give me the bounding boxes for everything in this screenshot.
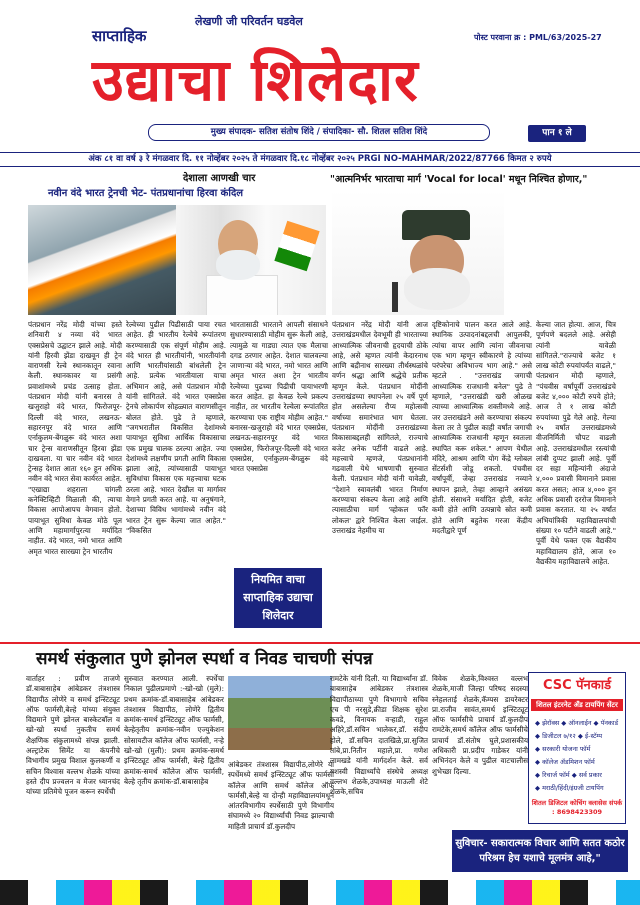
- section-divider: [0, 642, 640, 644]
- story3-column-1: वार्ताहर : प्रवीण ताजणे डॉ.बाबासाहेब आंबेडकर तंत्रशास्त्र विद्यापीठ लोणेरे व समर्थ इन्स्टिट्यूट ऑफ फार्मसी,बेल्हे यांच्या संयुक्त विद्यमाने पुणे झोनल बास्केटबॉल व खो-खो स्पर्धा नुकतीच समर्थ शैक्षणिक संकुलामध्ये संपन्न झाली. अल्ट्राटेक सिमेंट या कंपनीचे विभागीय प्रमुख विशाल कुलकर्णी व सचिन विश्वास वल्लभ शेळके यांच्या हस्ते दीप प्रज्वलन व मेजर ध्यानचंद यांच्या प्रतिमेचे पूजन करून स्पर्धेची: [26, 674, 120, 797]
- page-badge: पान १ ले: [528, 125, 586, 142]
- ad-contact: शितल डिजिटल कोचिंग क्लासेस संपर्क : 8698423309: [531, 799, 623, 816]
- weekly-label: साप्ताहिक: [92, 27, 147, 45]
- photo-whitespace: [504, 190, 614, 315]
- subscribe-promo: नियमित वाचा साप्ताहिक उद्याचा शिलेदार: [234, 568, 322, 628]
- train-photo: [28, 205, 176, 315]
- pm-speech-photo: [332, 190, 504, 315]
- ad-logo: CSC पॅनकार्ड: [542, 678, 612, 693]
- photo-figure: [206, 275, 278, 315]
- story1-column-2: रेल्वेच्या पुढील पिढीसाठी पाया रचत आहेत. ही भारतीय रेल्वेचे रूपांतरण करण्यासाठी एक संपूर्ण मोहीम आहे. वंदे भारत ही भारतीयांनी, भारतीयांनी आणि भारतीयांसाठी बांधलेली ट्रेन आहे. प्रत्येक भारतीयाला याचा अभिमान आहे, असे पंतप्रधान मोदी यांनी सांगितले. वंदे भारत एक्सप्रेस ट्रेनचे लोकार्पण सोहळ्यात वाराणसीतून बोलत होते. पुढे ते म्हणाले, "जगभरातील विकसित देशांमध्ये पायाभूत सुविधा आर्थिक विकासाचा एक प्रमुख चालक ठरल्या आहेत. ज्या देशांमध्ये लक्षणीय प्रगती आणि विकास झाला आहे, त्यांच्यासाठी पायाभूत सुविधांचा विकास एक महत्त्वाचा घटक ठरला आहे. भारत देखील या मार्गावर वेगाने प्रगती करत आहे. या अनुषंगाने, देशाच्या विविध भागांमध्ये नवीन वंदे भारत ट्रेन सुरू केल्या जात आहेत." "विकसित: [126, 320, 226, 535]
- story1-kicker: देशाला आणखी चार: [183, 173, 256, 184]
- ad-service-item: ◆ मराठी/हिंदी/इंग्रजी टायपिंग: [535, 784, 604, 792]
- story3-headline: समर्थ संकुलात पुणे झोनल स्पर्धा व निवड चाचणी संपन्न: [36, 649, 373, 669]
- editors-line: मुख्य संपादक- सतिश संतोष शिंदे / संपादिका- सौ. शितल सतिश शिंदे: [148, 124, 490, 141]
- sports-ground-photo: [228, 676, 332, 750]
- postal-license: पोस्ट परवाना क्र : PML/63/2025-27: [474, 33, 602, 42]
- story2-headline: "आत्मनिर्भर भारताचा मार्ग 'Vocal for local' मधून निश्चित होणार,": [330, 174, 588, 185]
- ad-service-item: ◆ सरकारी योजना फॉर्म: [535, 745, 591, 753]
- ad-service-item: ◆ कॉलेज ॲडमिशन फॉर्म: [535, 758, 595, 766]
- ad-services-list: [535, 717, 621, 795]
- story3-column-4: रामटेके यांनी दिली. या विद्यार्थ्यांना डॉ. बाबासाहेब आंबेडकर तंत्रशास्त्र विद्यापीठाच्या पुणे विभागाचे सचिव एच पी नरसुडे,क्रीडा शिक्षक सुरेश कवडे, विनायक वऱ्हाडी, राहुल अहिरे,डॉ.सचिन भालेकर,डॉ. संदीप होले, डॉ.सचिन दातखिळे,प्रा.सुजित तांबे,प्रा.नितीन महाले,प्रा. गणेश लामखडे यांनी मार्गदर्शन केले. सर्व यशस्वी विद्यार्थ्यांचे संस्थेचे अध्यक्ष वल्लभ शेळके,उपाध्यक्ष माऊली शेटे शेळके,सचिव: [330, 674, 428, 797]
- pm-flag-photo: [176, 205, 326, 315]
- ad-service-item: ◆ डिजीटल ७/१२ ◆ ई-स्टॅम्प: [535, 732, 603, 740]
- ad-service-item: ◆ रिचार्ज फॉर्म ◆ सर्व प्रकार: [535, 771, 602, 779]
- print-color-bar: [0, 880, 640, 905]
- ad-subtitle: शितल इंटरनेट अँड टायपिंग सेंटर: [531, 699, 623, 711]
- photo-beard: [216, 250, 260, 280]
- microphone-icon: [392, 282, 398, 312]
- photo-beard: [404, 268, 470, 310]
- tagline: लेखणी जी परिवर्तन घडवेल: [195, 15, 303, 28]
- story1-column-3: भारतासाठी भारताने आपली संसाधने सुधारण्यासाठी मोहीम सुरू केली आहे, त्यामुळे या गाड्या त्यात एक मैलाचा दगड ठरणार आहेत. देशात चालवल्या जाणाऱ्या वंदे भारत, नमो भारत आणि अमृत भारत अशा ट्रेन भारतीय रेल्वेच्या पुढच्या पिढीची पायाभरणी करत आहेत. हा केवळ रेल्वे प्रकल्प नाहीत, तर भारतीय रेल्वेला रूपांतरित करण्याचा एक राष्ट्रीय मोहीम आहेत." बनारस-खजुराहो वंदे भारत एक्सप्रेस, लखनऊ-सहारनपूर वंदे भारत एक्सप्रेस, फिरोजपूर-दिल्ली वंदे भारत एक्सप्रेस, एर्नाकुलम-बेंगळुरू वंदे भारत एक्सप्रेस: [230, 320, 328, 474]
- story2-column-3: केल्या जात होत्या. आज, चित्र पूर्णपणे बदलले आहे. असेही त्यांनी यावेळी सांगितले."राज्याचे बजेट १ लाख कोटी रुपयांपर्यंत वाढले," पंतप्रधान मोदी म्हणाले, "पंचवीस वर्षांपूर्वी उत्तराखंडचे बजेट ४,००० कोटी रुपये होते; आज ते १ लाख कोटी रुपयांच्या पुढे गेले आहे. गेल्या २५ वर्षांत उत्तराखंडमध्ये वीजनिर्मिती चौपट वाढली आहे. उत्तराखंडमधील रस्त्यांची लांबी दुप्पट झाली आहे. पूर्वी दर सहा महिन्यांनी अंदाजे ४,००० प्रवासी विमानाने प्रवास करत असत; आज ४,००० हून अधिक प्रवासी दररोज विमानाने प्रवास करतात. या २५ वर्षांत अभियांत्रिकी महाविद्यालयांची संख्या १० पटीने वाढली आहे." पूर्वी येथे फक्त एक वैद्यकीय महाविद्यालय होते, आज १० वैद्यकीय महाविद्यालये आहेत.: [536, 320, 616, 566]
- story3-column-3: आंबेडकर तंत्रशास्त्र विद्यापीठ,लोणेरे या स्पर्धेमध्ये समर्थ इन्स्टिट्यूट ऑफ फार्मसी कॉलेज आणि समर्थ कॉलेज ऑफ फार्मसी,बेल्हे या दोन्ही महाविद्यालयांमधून आंतरविभागीय स्पर्धेसाठी पुणे विभागीय संघामध्ये २० विद्यार्थ्यांची निवड झाल्याची माहिती प्राचार्य डॉ.कुलदीप: [228, 760, 334, 831]
- story1-headline: नवीन वंदे भारत ट्रेनची भेट- पंतप्रधानांचा हिरवा कंदिल: [48, 188, 244, 199]
- story1-column-1: पंतप्रधान नरेंद्र मोदी यांच्या हस्ते शनिवारी ४ नव्या वंदे भारत एक्सप्रेसचे उद्घाटन झाले आहे. मोदी यांनी हिरवी झेंडा दाखवून ही ट्रेन वाराणसी रेल्वे स्थानकातून रवाना केली. स्थानकावर या प्रसंगी प्रवाशांमध्ये प्रचंड उत्साह होता. पंतप्रधान मोदी यांनी बनारस ते खजुराहो वंदे भारत, फिरोजपूर-दिल्ली वंदे भारत, लखनऊ-सहारनपूर वंदे भारत आणि एर्नाकुलम-बेंगळुरू वंदे भारत अशा चार ट्रेन्स वाराणसीतून हिरवा झेंडा दाखवला. या चार नवीन वंदे भारत ट्रेन्सह देशात आता १६० हून अधिक नवीन वंदे भारत सेवा कार्यरत आहेत. "एखाद्या शहराला चांगली कनेक्टिव्हिटी मिळाली की, त्याचा विकास आपोआपच वेगवान होतो. पायाभूत सुविधा केवळ मोठे पूल आणि महामार्गापुरत्या मर्यादित नाहीत. वंदे भारत, नमो भारत आणि अमृत भारत सारख्या ट्रेन भारतीय: [28, 320, 122, 556]
- masthead-title: उद्याचा शिलेदार: [92, 46, 419, 114]
- story3-column-5: विवेक शेळके,विश्वस्त वल्लभ शेळके,माजी जिल्हा परिषद सदस्या स्नेहलताई शेळके,कॅम्पस डायरेक्टर प्रा.राजीव सावंत,समर्थ इन्स्टिट्यूट ऑफ फार्मसीचे प्राचार्य डॉ.कुलदीप रामटेके,समर्थ कॉलेज ऑफ फार्मसीचे प्राचार्य डॉ.संतोष घुले,प्रशासकीय अधिकारी प्रा.प्रदीप गाडेकर यांनी अभिनंदन केले व पुढील वाटचालीस शुभेच्छा दिल्या.: [432, 674, 528, 776]
- story2-column-1: पंतप्रधान नरेंद्र मोदी यांनी आज उत्तराखंडमधील देवभूमी ही भारताच्या आध्यात्मिक जीवनाची हृदयाची ठोके आहे, असे म्हणत त्यांनी केदारनाथ आणि बद्रीनाथ सारख्या तीर्थस्थळांचे वर्णन श्रद्धा आणि श्रद्धेचे प्रतीक म्हणून केले. पंतप्रधान मोदींनी उत्तराखंडच्या स्थापनेला २५ वर्षे पूर्ण होत असलेल्या रौप्य महोत्सवी वर्षाच्या समारंभात भाग घेतला. पंतप्रधान मोदींनी उत्तराखंडच्या विकासाबद्दलही सांगितले, राज्याचे बजेट अनेक पटींनी वाढले आहे. महत्त्वाचे म्हणजे, पंतप्रधानांनी गढवाली येथे भाषणाची सुरुवात केली. पंतप्रधान मोदी यांनी यावेळी, "देशाने स्वावलंबी भारत निर्माण करण्याचा संकल्प केला आहे आणि त्यासाठीचा मार्ग 'व्होकल फॉर लोकल' द्वारे निश्चित केला जाईल. उत्तराखंड नेहमीच या: [332, 320, 428, 535]
- thought-of-the-day: सुविचार- सकारात्मक विचार आणि सतत कठोर परिश्रम हेच यशाचे मूलमंत्र आहे,": [452, 830, 628, 872]
- green-flag: [274, 221, 319, 271]
- issue-line: अंक ८१ वा वर्ष ३ रे मंगळवार दि. ११ नोव्हेंबर २०२५ ते मंगळवार दि.१८ नोव्हेंबर २०२५ PRGI NO-MAHMAR/2022/87766 किमत २ रुपये: [0, 152, 640, 167]
- pancard-advertisement: [528, 672, 626, 824]
- story2-column-2: दृष्टिकोनाचे पालन करत आले आहे. स्थानिक उत्पादनांबद्दलची आपुलकी, त्यांचा वापर आणि त्यांना जीवनाचा एक भाग म्हणून स्वीकारणे हे त्यांच्या परंपरेचा अविभाज्य भाग आहे." असे म्हटले . "उत्तराखंड जगाची आध्यात्मिक राजधानी बनेल" पुढे ते म्हणाले, "उत्तराखंडी खरी ओळख त्याच्या आध्यात्मिक शक्तीमध्ये आहे. जर उत्तराखंडने असे करण्याचा संकल्प केला तर ते पुढील काही वर्षांत जगाची आध्यात्मिक राजधानी म्हणून स्वतःला स्थापित करू शकेल." आपण येथील मंदिरे, आश्रम आणि योग केंद्रे ग्लोबल सेंटर्सशी जोडू शकतो. पंचवीस वर्षांपूर्वी, जेव्हा उत्तराखंड नव्याने स्थापन झाले, तेव्हा आव्हाने असंख्य होती. संसाधने मर्यादित होती, बजेट कमी होते आणि उत्पन्नाचे स्रोत कमी होते आणि बहुतेक गरजा केंद्रीय मदतीद्वारे पूर्ण: [432, 320, 532, 535]
- story3-column-2: सुरुवात करण्यात आली. स्पर्धेचा निकाल पुढीलप्रमाणे :-खो-खो (मुले): प्रथम क्रमांक-डॉ.बाबासाहेब आंबेडकर तंत्रशास्त्र विद्यापीठ, लोणेरे द्वितीय क्रमांक-समर्थ इन्स्टिट्यूट ऑफ फार्मसी, बेल्हेतृतीय क्रमांक-नवीन एज्युकेशन सोसायटीज कॉलेज ऑफ फार्मसी, नऱ्हे खो-खो (मुली): प्रथम क्रमांक-समर्थ इन्स्टिट्यूट ऑफ फार्मसी, बेल्हे द्वितीय क्रमांक-समर्थ कॉलेज ऑफ फार्मसी, बेल्हे तृतीय क्रमांक-डॉ.बाबासाहेब: [124, 674, 224, 786]
- ad-service-item: ◆ झेरॉक्स ◆ ऑनलाईन ◆ पॅनकार्ड: [535, 719, 619, 727]
